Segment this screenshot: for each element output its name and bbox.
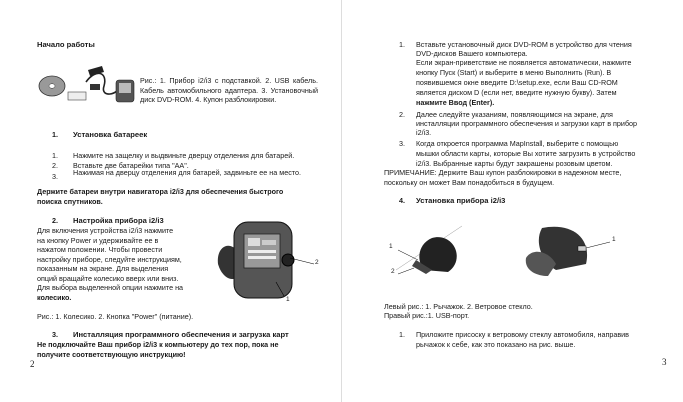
- install-step1-line6: является диском D (если нет, введите нужную букву). Затем: [416, 88, 617, 97]
- figure-left-caption: Левый рис.: 1. Рычажок. 2. Ветровое стекло.: [384, 302, 533, 311]
- section1-title: Установка батареек: [73, 130, 148, 139]
- figure2-label-wheel: 2: [315, 259, 319, 266]
- figure1-caption: Рис.: 1. Прибор i2/i3 с подставкой. 2. USB кабель. Кабель автомобильного адаптера. 3. Установочный диск DVD-ROM. 4. Купон разблокировки.: [140, 76, 318, 105]
- step1-text: Нажмите на защелку и выдвиньте дверцу отделения для батарей.: [73, 151, 295, 160]
- install-step1-line7: нажмите Ввод (Enter).: [416, 98, 495, 107]
- install-step2-line1: Далее следуйте указаниям, появляющимся на экране, для: [416, 110, 613, 119]
- coupon: [68, 92, 86, 100]
- install-step1-line1: Вставьте установочный диск DVD-ROM в устройство для чтения: [416, 40, 632, 49]
- setup-line5: показанным на экране. Для выделения: [37, 264, 169, 273]
- section4-title: Установка прибора i2/i3: [416, 196, 506, 205]
- coupon-note-line2: поскольку он может Вам понадобиться в будущем.: [384, 178, 555, 187]
- figure-left-label-lever: 1: [389, 243, 393, 250]
- car-adapter: [90, 84, 100, 90]
- setup-line1: Для включения устройства i2/i3 нажмите: [37, 226, 174, 235]
- package-contents-illustration: [38, 62, 138, 112]
- install-step1-number: 1.: [399, 40, 405, 49]
- battery-note-line2: поиска спутников.: [37, 197, 103, 206]
- figure2-label-power: 1: [286, 296, 290, 303]
- connect-warning-line2: получите соответствующую инструкцию!: [37, 350, 186, 359]
- setup-line4: настройку приборе, следуйте инструкциям,: [37, 255, 182, 264]
- connect-warning-line1: Не подключайте Ваш прибор i2/i3 к компьютеру до тех пор, пока не: [37, 340, 279, 349]
- step3-text: Нажимая на дверцу отделения для батарей, задвиньте ее на место.: [73, 168, 301, 177]
- install-step2-line3: i2/i3.: [416, 128, 432, 137]
- setup-line8: колесико.: [37, 293, 72, 302]
- page-number-left: 2: [30, 359, 35, 369]
- section1-number: 1.: [52, 130, 58, 139]
- mount-step1-number: 1.: [399, 330, 405, 339]
- install-step1-line2: DVD-дисков Вашего компьютера.: [416, 49, 528, 58]
- step3-number: 3.: [52, 172, 58, 181]
- install-step1-line3: Если экран-приветствие не появляется автоматически, нажмите: [416, 58, 632, 67]
- install-step2-number: 2.: [399, 110, 405, 119]
- setup-line6: опций вращайте колесико вверх или вниз.: [37, 274, 179, 283]
- mount-step1-line1: Приложите присоску к ветровому стеклу автомобиля, направив: [416, 330, 629, 339]
- install-step3-number: 3.: [399, 139, 405, 148]
- usb-port: [578, 246, 586, 251]
- right-page: [342, 0, 683, 402]
- scroll-wheel: [282, 254, 294, 266]
- usb-port-illustration: [512, 218, 622, 280]
- step2-text: Вставьте две батарейки типа "AA".: [73, 161, 189, 170]
- figure-left-label-glass: 2: [391, 268, 395, 275]
- section3-title: Инсталляция программного обеспечения и загрузка карт: [73, 330, 289, 339]
- setup-line2: на кнопку Power и удерживайте ее в: [37, 236, 159, 245]
- install-step1-line4: кнопку Пуск (Start) и выберите в меню Выполнить (Run). В: [416, 68, 612, 77]
- left-page: [0, 0, 341, 402]
- device-illustration: [210, 212, 322, 308]
- install-step3-line3: i2/i3. Выбранные карты будут закрашены розовым цветом.: [416, 159, 613, 168]
- mount-step1-line2: рычажок к себе, как это показано на рис. выше.: [416, 340, 576, 349]
- section4-number: 4.: [399, 196, 405, 205]
- setup-line7: Для выбора выделенной опции нажмите на: [37, 283, 184, 292]
- step2-number: 2.: [52, 161, 58, 170]
- figure-right-label-usb: 1: [612, 236, 616, 243]
- figure-right-caption: Правый рис.:1. USB-порт.: [384, 311, 470, 320]
- coupon-note-line1: ПРИМЕЧАНИЕ: Держите Ваш купон разблокировки в надежном месте,: [384, 168, 622, 177]
- windshield-mount-illustration: [392, 220, 472, 278]
- section2-title: Настройка прибора i2/i3: [73, 216, 164, 225]
- battery-note-line1: Держите батареи внутри навигатора i2/i3 для обеспечения быстрого: [37, 187, 284, 196]
- section2-number: 2.: [52, 216, 58, 225]
- install-step1-line5: появившемся окне введите D:\setup.exe, если Ваш CD-ROM: [416, 78, 618, 87]
- section3-number: 3.: [52, 330, 58, 339]
- install-step3-line1: Когда откроется программа MapInstall, выберите с помощью: [416, 139, 619, 148]
- install-step2-line2: инсталляции программного обеспечения и загрузки карт в прибор: [416, 119, 638, 128]
- page-number-right: 3: [662, 357, 667, 367]
- step1-number: 1.: [52, 151, 58, 160]
- install-step3-line2: мышки области карты, которые Вы хотите загрузить в устройство: [416, 149, 636, 158]
- figure2-caption: Рис.: 1. Колесико. 2. Кнопка "Power" (питание).: [37, 312, 194, 321]
- page-title: Начало работы: [37, 40, 95, 49]
- setup-line3: нажатом положении. Чтобы провести: [37, 245, 163, 254]
